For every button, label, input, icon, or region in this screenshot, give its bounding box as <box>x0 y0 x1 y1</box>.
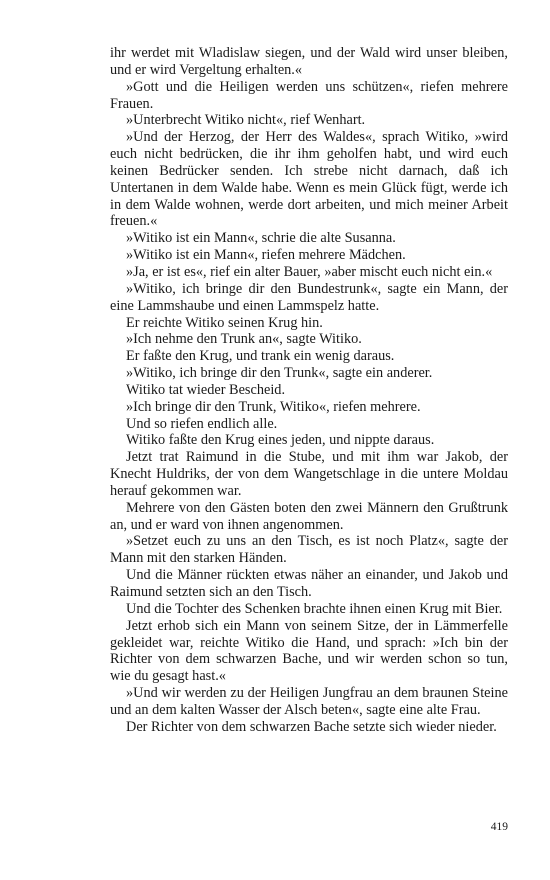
paragraph: ihr werdet mit Wladislaw siegen, und der Wald wird unser bleiben, und er wird Vergeltung erhalten.« <box>110 45 508 78</box>
page-body <box>110 45 508 736</box>
paragraph: Und die Tochter des Schenken brachte ihnen einen Krug mit Bier. <box>126 600 503 617</box>
paragraph: Witiko tat wieder Bescheid. <box>126 381 286 398</box>
paragraph: »Gott und die Heiligen werden uns schützen«, riefen mehrere Frauen. <box>110 78 508 112</box>
paragraph: Jetzt erhob sich ein Mann von seinem Sitze, der in Lämmerfelle gekleidet war, reichte Witiko die Hand, und sprach: »Ich bin der Richter von dem schwarzen Bache, und wir werden schon so tun, wie du gesagt hast.« <box>110 617 508 685</box>
paragraph: »Witiko, ich bringe dir den Trunk«, sagte ein anderer. <box>126 365 433 382</box>
paragraph: »Unterbrecht Witiko nicht«, rief Wenhart. <box>126 112 366 129</box>
paragraph: »Ich bringe dir den Trunk, Witiko«, riefen mehrere. <box>126 398 421 415</box>
paragraph: Und so riefen endlich alle. <box>126 415 278 432</box>
paragraph: »Witiko ist ein Mann«, schrie die alte Susanna. <box>126 230 396 247</box>
paragraph: Mehrere von den Gästen boten den zwei Männern den Grußtrunk an, und er ward von ihnen angenommen. <box>110 499 508 533</box>
paragraph: Jetzt trat Raimund in die Stube, und mit ihm war Jakob, der Knecht Huldriks, der von dem Wangetschlage in die untere Moldau herauf gekommen war. <box>110 449 508 499</box>
paragraph: »Ich nehme den Trunk an«, sagte Witiko. <box>126 331 362 348</box>
paragraph: »Setzet euch zu uns an den Tisch, es ist noch Platz«, sagte der Mann mit den starken Händen. <box>110 533 508 567</box>
paragraph: »Und wir werden zu der Heiligen Jungfrau an dem braunen Steine und an dem kalten Wasser der Alsch beten«, sagte eine alte Frau. <box>110 685 508 718</box>
page-number: 419 <box>490 821 508 833</box>
paragraph: Und die Männer rückten etwas näher an einander, und Jakob und Raimund setzten sich an den Tisch. <box>110 567 508 600</box>
paragraph: Der Richter von dem schwarzen Bache setzte sich wieder nieder. <box>126 718 497 735</box>
paragraph: Er reichte Witiko seinen Krug hin. <box>126 314 323 331</box>
paragraph: »Ja, er ist es«, rief ein alter Bauer, »aber mischt euch nicht ein.« <box>126 263 493 280</box>
paragraph: »Und der Herzog, der Herr des Waldes«, sprach Witiko, »wird euch nicht bedrücken, die ihr ihm geholfen habt, und wird euch keinen Bedrücker senden. Ich strebe nicht darnach, daß ich Untertanen in dem Walde habe. Wenn es mein Glück fügt, werde ich in dem Walde wohnen, werde dort arbeiten, und mich meiner Arbeit freuen.« <box>110 129 508 230</box>
paragraph: Er faßte den Krug, und trank ein wenig daraus. <box>126 348 395 365</box>
paragraph: »Witiko ist ein Mann«, riefen mehrere Mädchen. <box>126 247 406 264</box>
paragraph: »Witiko, ich bringe dir den Bundestrunk«, sagte ein Mann, der eine Lammshaube und einen Lammspelz hatte. <box>110 280 508 314</box>
paragraph: Witiko faßte den Krug eines jeden, und nippte daraus. <box>126 432 435 449</box>
